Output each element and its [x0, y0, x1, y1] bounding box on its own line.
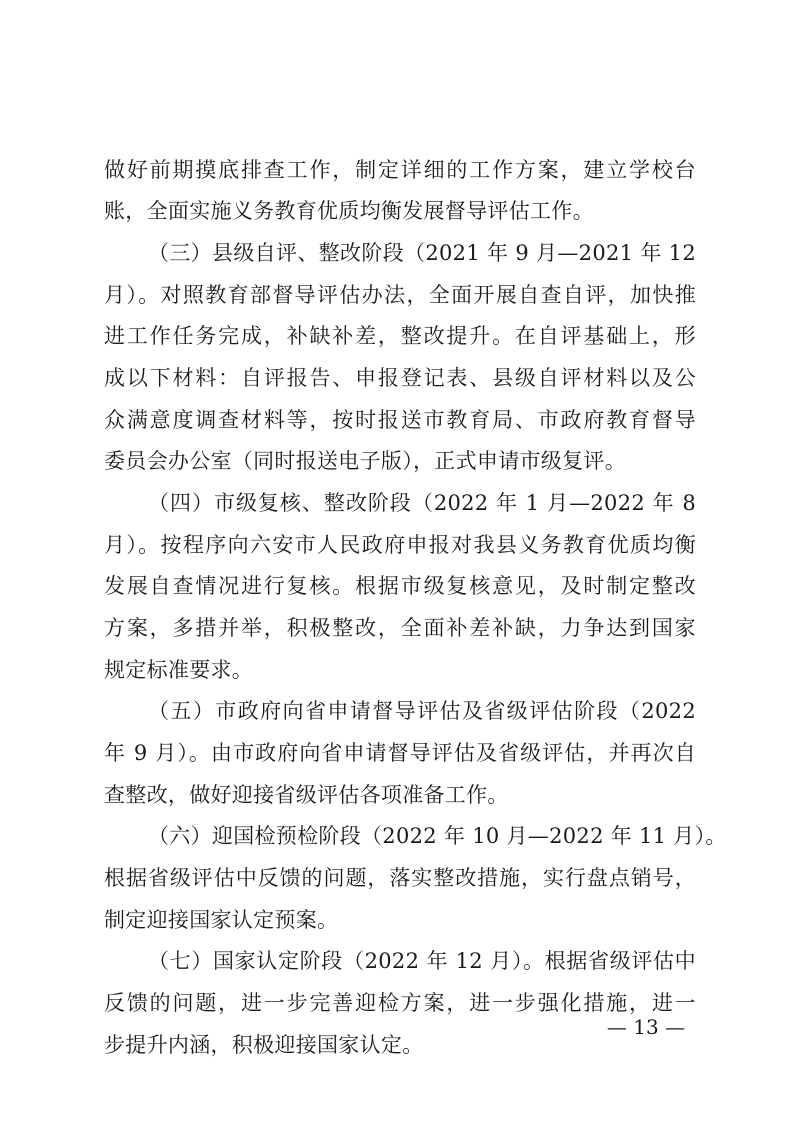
paragraph-line: 规定标准要求。: [104, 658, 254, 682]
paragraph-line: 发展自查情况进行复核。根据市级复核意见，及时制定整改: [104, 574, 696, 598]
paragraph-line: 反馈的问题，进一步完善迎检方案，进一步强化措施，进一: [104, 991, 696, 1015]
paragraph-line: 成以下材料：自评报告、申报登记表、县级自评材料以及公: [104, 366, 696, 390]
section-heading-line: （六）迎国检预检阶段（2022 年 10 月—2022 年 11 月）。: [148, 824, 727, 848]
paragraph-line: 年 9 月）。由市政府向省申请督导评估及省级评估，并再次自: [104, 741, 696, 765]
section-heading-line: （三）县级自评、整改阶段（2021 年 9 月—2021 年 12: [148, 241, 696, 265]
paragraph-line: 月）。按程序向六安市人民政府申报对我县义务教育优质均衡: [104, 533, 696, 557]
paragraph-line: 月）。对照教育部督导评估办法，全面开展自查自评，加快推: [104, 283, 696, 307]
paragraph-line: 委员会办公室（同时报送电子版），正式申请市级复评。: [104, 449, 626, 473]
paragraph-line: 进工作任务完成，补缺补差，整改提升。在自评基础上，形: [104, 324, 696, 348]
section-heading-line: （七）国家认定阶段（2022 年 12 月）。根据省级评估中: [148, 949, 696, 973]
paragraph-line: 根据省级评估中反馈的问题，落实整改措施，实行盘点销号，: [104, 866, 696, 890]
paragraph-line: 方案，多措并举，积极整改，全面补差补缺，力争达到国家: [104, 616, 696, 640]
section-heading-line: （五）市政府向省申请督导评估及省级评估阶段（2022: [148, 699, 696, 723]
paragraph-line: 步提升内涵，积极迎接国家认定。: [104, 1033, 424, 1057]
paragraph-line: 制定迎接国家认定预案。: [104, 908, 339, 932]
paragraph-line: 做好前期摸底排查工作，制定详细的工作方案，建立学校台: [104, 158, 696, 182]
page-number: — 13 —: [606, 1015, 686, 1039]
paragraph-line: 众满意度调查材料等，按时报送市教育局、市政府教育督导: [104, 408, 696, 432]
paragraph-line: 查整改，做好迎接省级评估各项准备工作。: [104, 783, 509, 807]
paragraph-line: 账，全面实施义务教育优质均衡发展督导评估工作。: [104, 199, 594, 223]
section-heading-line: （四）市级复核、整改阶段（2022 年 1 月—2022 年 8: [148, 491, 696, 515]
